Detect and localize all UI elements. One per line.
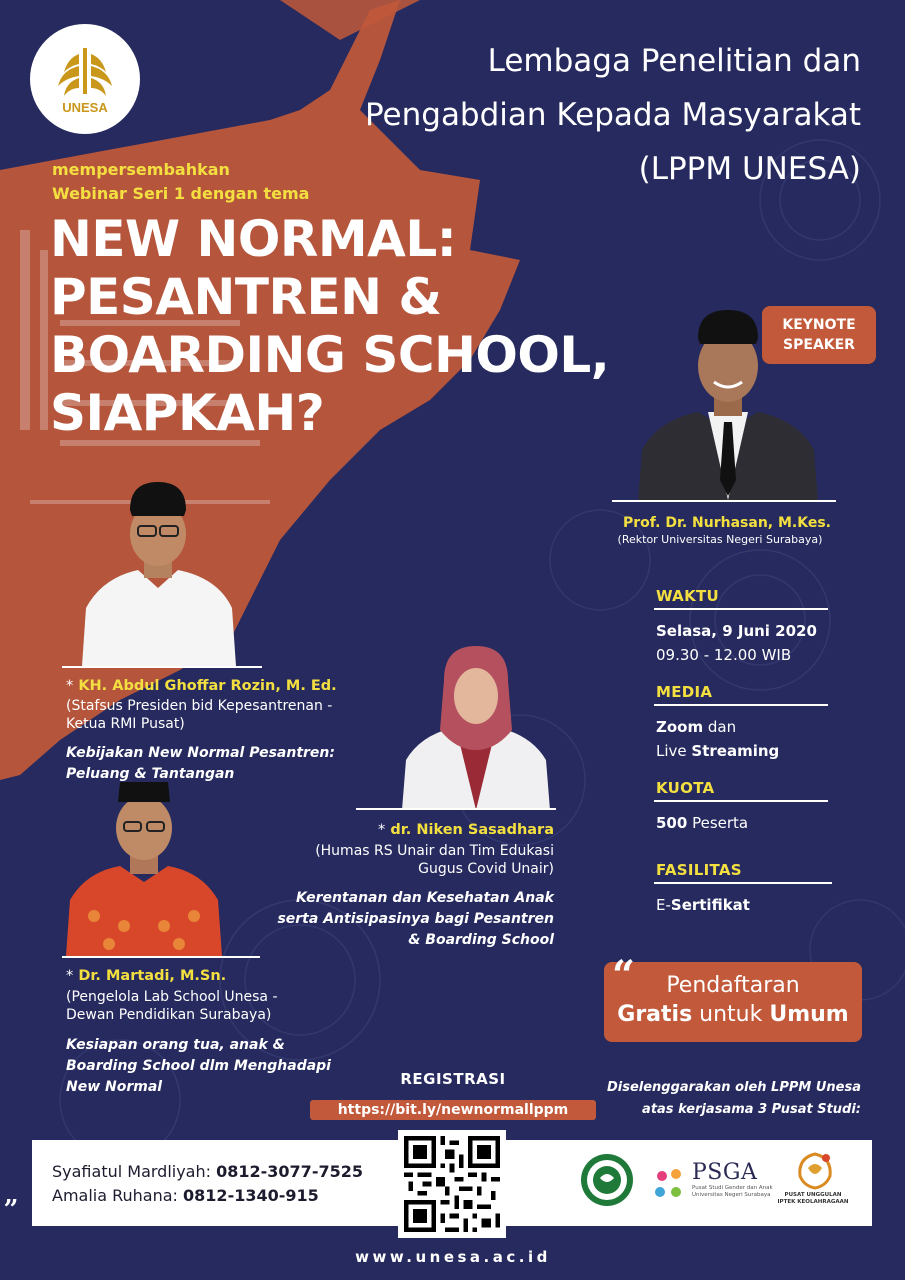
cta-line-2	[604, 1000, 862, 1030]
speaker-3-role-line-1: (Pengelola Lab School Unesa -	[66, 989, 278, 1005]
fasilitas-prefix: E-	[656, 896, 671, 914]
speaker-1-photo	[78, 478, 240, 666]
fasilitas-sertifikat: Sertifikat	[670, 896, 750, 914]
speaker-3-topic-line-3: New Normal	[66, 1079, 163, 1095]
unesa-emblem-icon	[50, 44, 120, 106]
close-quote-icon: „	[4, 1180, 19, 1210]
contact-1	[52, 1162, 363, 1181]
keynote-role: (Rektor Universitas Negeri Surabaya)	[617, 533, 823, 546]
waktu-date: Selasa, 9 Juni 2020	[656, 622, 817, 640]
speaker-3-role-line-2: Dewan Pendidikan Surabaya)	[66, 1007, 272, 1023]
speaker-2-name-row	[356, 822, 554, 838]
title-line-2: PESANTREN &	[50, 268, 442, 326]
speaker-1-role-line-2: Ketua RMI Pusat)	[66, 716, 185, 732]
pusat-sub-2: IPTEK KEOLAHRAGAAN	[777, 1199, 849, 1205]
kuota-value	[656, 811, 748, 835]
kuota-number: 500	[656, 814, 688, 832]
speaker-2-topic-line-2: serta Antisipasinya bagi Pesantren	[277, 911, 554, 927]
registration-cta	[604, 962, 862, 1042]
cta-gratis: Gratis	[617, 1002, 693, 1027]
cta-untuk: untuk	[692, 1002, 770, 1027]
speaker-2-topic-line-3: & Boarding School	[408, 932, 554, 948]
speaker-3-underline	[62, 956, 260, 958]
fasilitas-underline	[654, 882, 832, 884]
sports-center-wordmark	[768, 1192, 858, 1206]
kuota-label: KUOTA	[656, 779, 715, 797]
speaker-3-role	[66, 988, 278, 1024]
speaker-1-role	[66, 697, 332, 733]
kuota-underline	[654, 800, 828, 802]
psga-sub-2: Universitas Negeri Surabaya	[692, 1192, 771, 1198]
speaker-2-topic-line-1: Kerentanan dan Kesehatan Anak	[295, 890, 554, 906]
contact-2-name: Amalia Ruhana:	[52, 1186, 184, 1205]
media-streaming: Streaming	[691, 742, 780, 760]
speaker-3-bullet: *	[66, 968, 74, 984]
contact-1-name: Syafiatul Mardliyah:	[52, 1162, 217, 1181]
speaker-2-role-line-2: Gugus Covid Unair)	[418, 861, 554, 877]
waktu-time: 09.30 - 12.00 WIB	[656, 646, 792, 664]
speaker-3-topic-line-2: Boarding School dlm Menghadapi	[66, 1058, 331, 1074]
registration-label: REGISTRASI	[400, 1070, 506, 1088]
speaker-2-role-line-1: (Humas RS Unair dan Tim Edukasi	[315, 843, 554, 859]
intro-line-2: Webinar Seri 1 dengan tema	[52, 184, 310, 203]
registration-url-link[interactable]: https://bit.ly/newnormallppm	[310, 1100, 596, 1120]
cta-line-1: Pendaftaran	[666, 973, 800, 998]
waktu-underline	[654, 608, 828, 610]
media-line-2	[656, 739, 779, 763]
keynote-name: Prof. Dr. Nurhasan, M.Kes.	[623, 515, 831, 531]
psga-logo-icon	[652, 1166, 690, 1202]
media-dan: dan	[703, 718, 737, 736]
header-line-1: Lembaga Penelitian dan	[487, 43, 861, 79]
speaker-3-topic-line-1: Kesiapan orang tua, anak &	[66, 1037, 285, 1053]
fasilitas-value	[656, 893, 750, 917]
event-title	[50, 210, 670, 442]
keynote-badge-line-1: KEYNOTE	[782, 317, 856, 333]
sports-center-logo-icon	[790, 1150, 840, 1190]
media-zoom: Zoom	[656, 718, 704, 736]
psga-name: PSGA	[692, 1160, 758, 1185]
title-line-3: BOARDING SCHOOL,	[50, 326, 610, 384]
speaker-1-role-line-1: (Stafsus Presiden bid Kepesantrenan -	[66, 698, 333, 714]
speaker-2-role	[254, 842, 554, 878]
registration-qr-code[interactable]	[398, 1130, 506, 1238]
contact-2-phone[interactable]: 0812-1340-915	[183, 1186, 319, 1205]
speaker-3-name-row	[66, 968, 226, 984]
speaker-2-bullet: *	[378, 822, 386, 838]
unesa-logo	[30, 24, 140, 134]
keynote-badge-line-2: SPEAKER	[783, 337, 855, 353]
pusat-sub-1: PUSAT UNGGULAN	[784, 1192, 842, 1198]
header-line-2: Pengabdian Kepada Masyarakat	[364, 97, 861, 133]
contact-2	[52, 1186, 319, 1205]
speaker-1-name: KH. Abdul Ghoffar Rozin, M. Ed.	[78, 678, 337, 694]
psga-sub-1: Pusat Studi Gender dan Anak	[692, 1185, 773, 1191]
qr-code-icon	[404, 1136, 500, 1232]
intro-text	[52, 158, 309, 206]
media-line-1	[656, 715, 736, 739]
speaker-1-name-row	[66, 678, 337, 694]
header-line-3: (LPPM UNESA)	[638, 151, 861, 187]
waktu-label: WAKTU	[656, 587, 720, 605]
website-link[interactable]: www.unesa.ac.id	[355, 1248, 551, 1266]
cta-umum: Umum	[769, 1002, 849, 1027]
organizer-line-1: Diselenggarakan oleh LPPM Unesa	[606, 1080, 861, 1095]
contact-1-phone[interactable]: 0812-3077-7525	[216, 1162, 363, 1181]
keynote-badge	[762, 306, 876, 364]
speaker-2-name: dr. Niken Sasadhara	[390, 822, 554, 838]
header-institution	[301, 34, 861, 196]
open-quote-icon: “	[612, 952, 636, 999]
title-line-4: SIAPKAH?	[50, 384, 325, 442]
speaker-3-name: Dr. Martadi, M.Sn.	[78, 968, 227, 984]
title-line-1: NEW NORMAL:	[50, 210, 457, 268]
speaker-1-topic-line-1: Kebijakan New Normal Pesantren:	[66, 745, 335, 761]
psga-wordmark	[692, 1160, 773, 1199]
fasilitas-label: FASILITAS	[656, 861, 742, 879]
speaker-2-underline	[356, 808, 556, 810]
speaker-1-topic-line-2: Peluang & Tantangan	[66, 766, 235, 782]
media-label: MEDIA	[656, 683, 713, 701]
speaker-1-bullet: *	[66, 678, 74, 694]
media-underline	[654, 704, 828, 706]
keynote-underline	[612, 500, 836, 502]
media-live: Live	[656, 742, 692, 760]
kuota-unit: Peserta	[687, 814, 749, 832]
organizer-line-2: atas kerjasama 3 Pusat Studi:	[642, 1102, 861, 1117]
halal-center-logo-icon	[578, 1152, 636, 1208]
intro-line-1: mempersembahkan	[52, 160, 230, 179]
speaker-2-topic	[240, 888, 554, 951]
speaker-3-topic	[66, 1035, 331, 1098]
speaker-3-photo	[64, 776, 224, 956]
logo-text: UNESA	[62, 99, 108, 115]
speaker-1-underline	[62, 666, 262, 668]
speaker-2-photo	[400, 640, 552, 810]
